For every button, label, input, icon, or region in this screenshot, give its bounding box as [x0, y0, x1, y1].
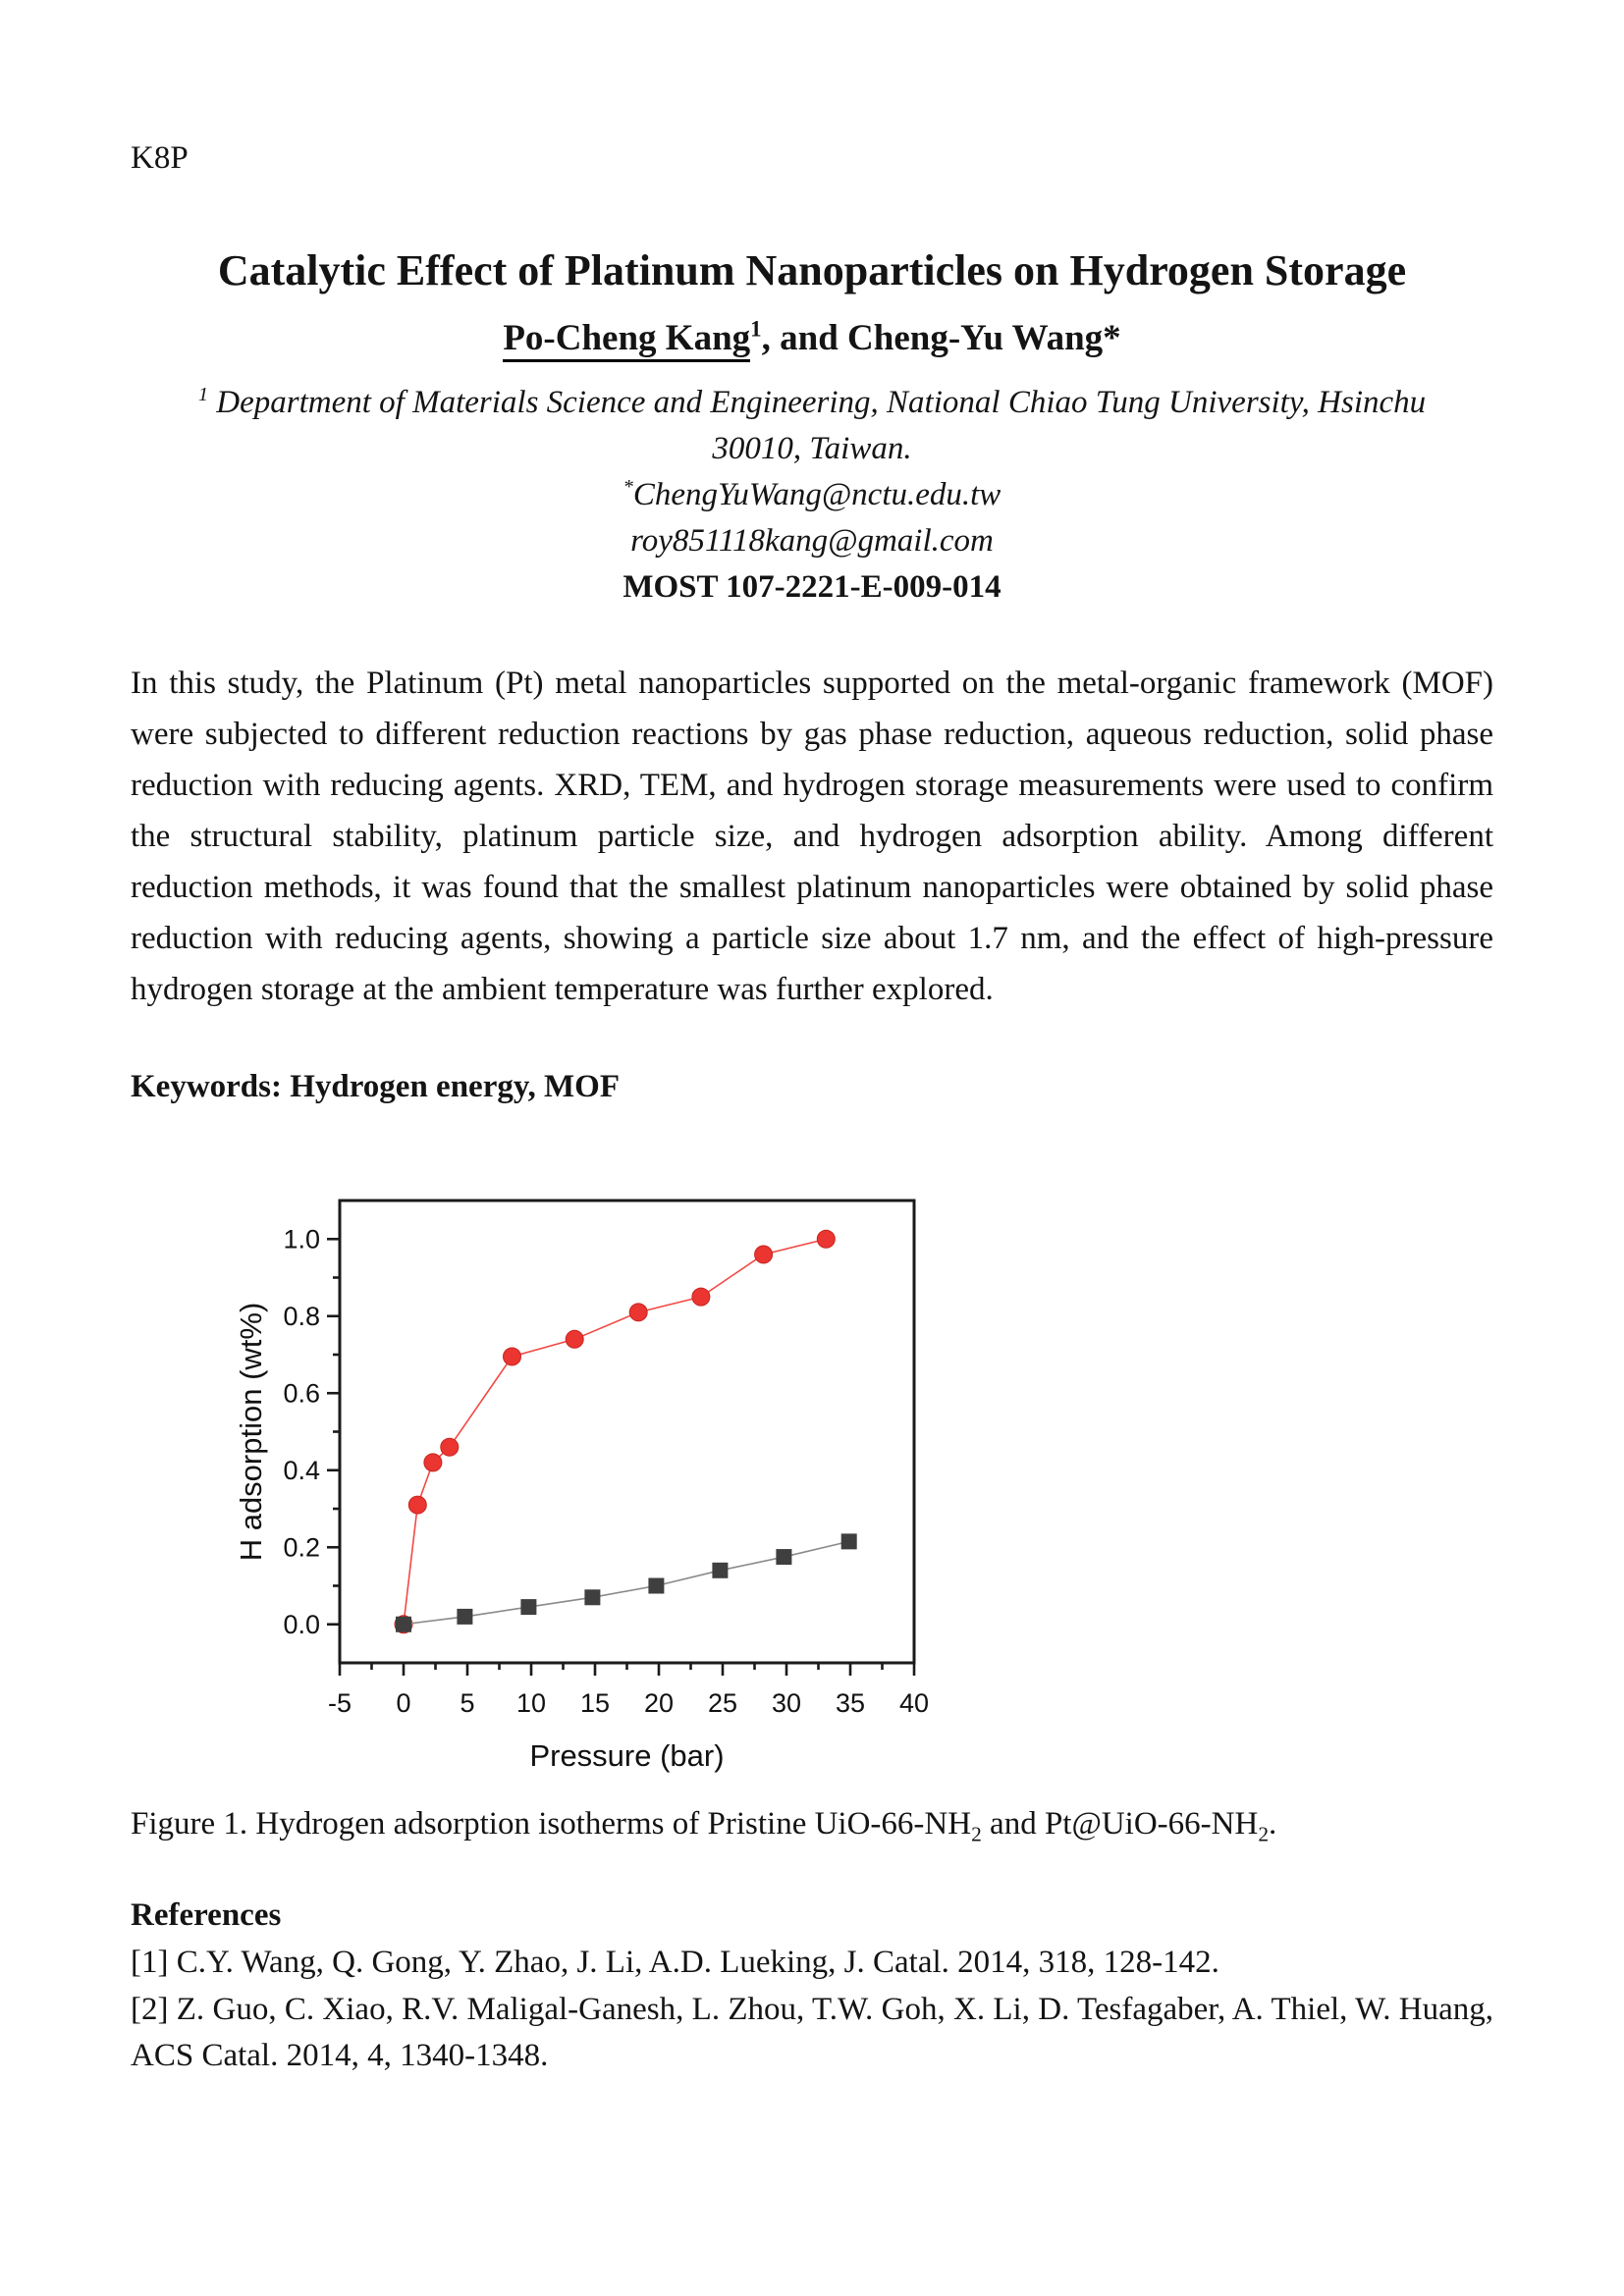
- svg-text:40: 40: [898, 1688, 930, 1718]
- reference-item: [2] Z. Guo, C. Xiao, R.V. Maligal-Ganesh, L. Zhou, T.W. Goh, X. Li, D. Tesfagaber, A. Thiel, W. Huang, ACS Catal. 2014, 4, 1340-1348.: [131, 1992, 1493, 2073]
- references-section: [131, 1893, 1493, 2079]
- svg-text:1.0: 1.0: [283, 1224, 320, 1255]
- reference-item: [1] C.Y. Wang, Q. Gong, Y. Zhao, J. Li, A.D. Lueking, J. Catal. 2014, 318, 128-142.: [131, 1945, 1219, 1980]
- caption-text-end: .: [1269, 1806, 1277, 1842]
- author-line: [131, 313, 1493, 364]
- caption-text-mid: and Pt@UiO-66-NH: [981, 1806, 1259, 1842]
- caption-text: Figure 1. Hydrogen adsorption isotherms of Pristine UiO-66-NH: [131, 1806, 972, 1842]
- svg-text:H adsorption (wt%): H adsorption (wt%): [234, 1302, 268, 1562]
- author-1-superscript: 1: [750, 316, 762, 342]
- page-header-code: K8P: [131, 140, 189, 176]
- svg-text:0.6: 0.6: [283, 1378, 320, 1409]
- abstract-paragraph: In this study, the Platinum (Pt) metal nanoparticles supported on the metal-organic framework (MOF) were subjected to different reduction reactions by gas phase reduction, aqueous reduction, solid phase reduction with reducing agents. XRD, TEM, and hydrogen storage measurements were used to confirm the structural stability, platinum particle size, and hydrogen adsorption ability. Among different reduction methods, it was found that the smallest platinum nanoparticles were obtained by solid phase reduction with reducing agents, showing a particle size about 1.7 nm, and the effect of high-pressure hydrogen storage at the ambient temperature was further explored.: [131, 666, 1493, 1007]
- svg-text:5: 5: [460, 1688, 475, 1718]
- svg-text:-5: -5: [327, 1688, 352, 1718]
- svg-text:30: 30: [771, 1688, 802, 1718]
- email-1: ChengYuWang@nctu.edu.tw: [632, 477, 1001, 512]
- figure-caption: [131, 1801, 1493, 1847]
- svg-text:0: 0: [396, 1688, 411, 1718]
- svg-text:0.0: 0.0: [283, 1609, 320, 1639]
- author-1: Po-Cheng Kang: [503, 318, 750, 362]
- email-line-1: [131, 472, 1493, 518]
- affiliation-line-1: [131, 380, 1493, 426]
- author-rest: , and Cheng-Yu Wang*: [761, 318, 1121, 358]
- caption-subscript-1: 2: [971, 1822, 982, 1846]
- svg-text:25: 25: [707, 1688, 738, 1718]
- paper-title: Catalytic Effect of Platinum Nanoparticles on Hydrogen Storage: [217, 246, 1407, 294]
- grant-number: MOST 107-2221-E-009-014: [623, 569, 1001, 605]
- references-heading: References: [131, 1897, 282, 1933]
- svg-text:35: 35: [835, 1688, 866, 1718]
- affiliation-text: Department of Materials Science and Engineering, National Chiao Tung University, Hsinchu: [216, 385, 1427, 420]
- svg-text:Pressure (bar): Pressure (bar): [529, 1738, 725, 1773]
- svg-text:15: 15: [579, 1688, 611, 1718]
- affiliation-block: [131, 380, 1493, 472]
- svg-text:10: 10: [515, 1688, 547, 1718]
- figure-1: [131, 1187, 1493, 1776]
- hydrogen-adsorption-chart: [226, 1187, 992, 1776]
- email-2: roy851118kang@gmail.com: [630, 523, 994, 559]
- caption-subscript-2: 2: [1258, 1822, 1270, 1846]
- svg-text:20: 20: [643, 1688, 675, 1718]
- affiliation-line-2: 30010, Taiwan.: [712, 431, 912, 466]
- keywords-line: Keywords: Hydrogen energy, MOF: [131, 1069, 620, 1104]
- contact-block: [131, 472, 1493, 611]
- corresponding-author-asterisk: *: [623, 476, 633, 498]
- svg-text:0.2: 0.2: [283, 1532, 320, 1563]
- affiliation-superscript: 1: [197, 384, 209, 405]
- svg-text:0.8: 0.8: [283, 1301, 320, 1331]
- svg-text:0.4: 0.4: [283, 1455, 320, 1485]
